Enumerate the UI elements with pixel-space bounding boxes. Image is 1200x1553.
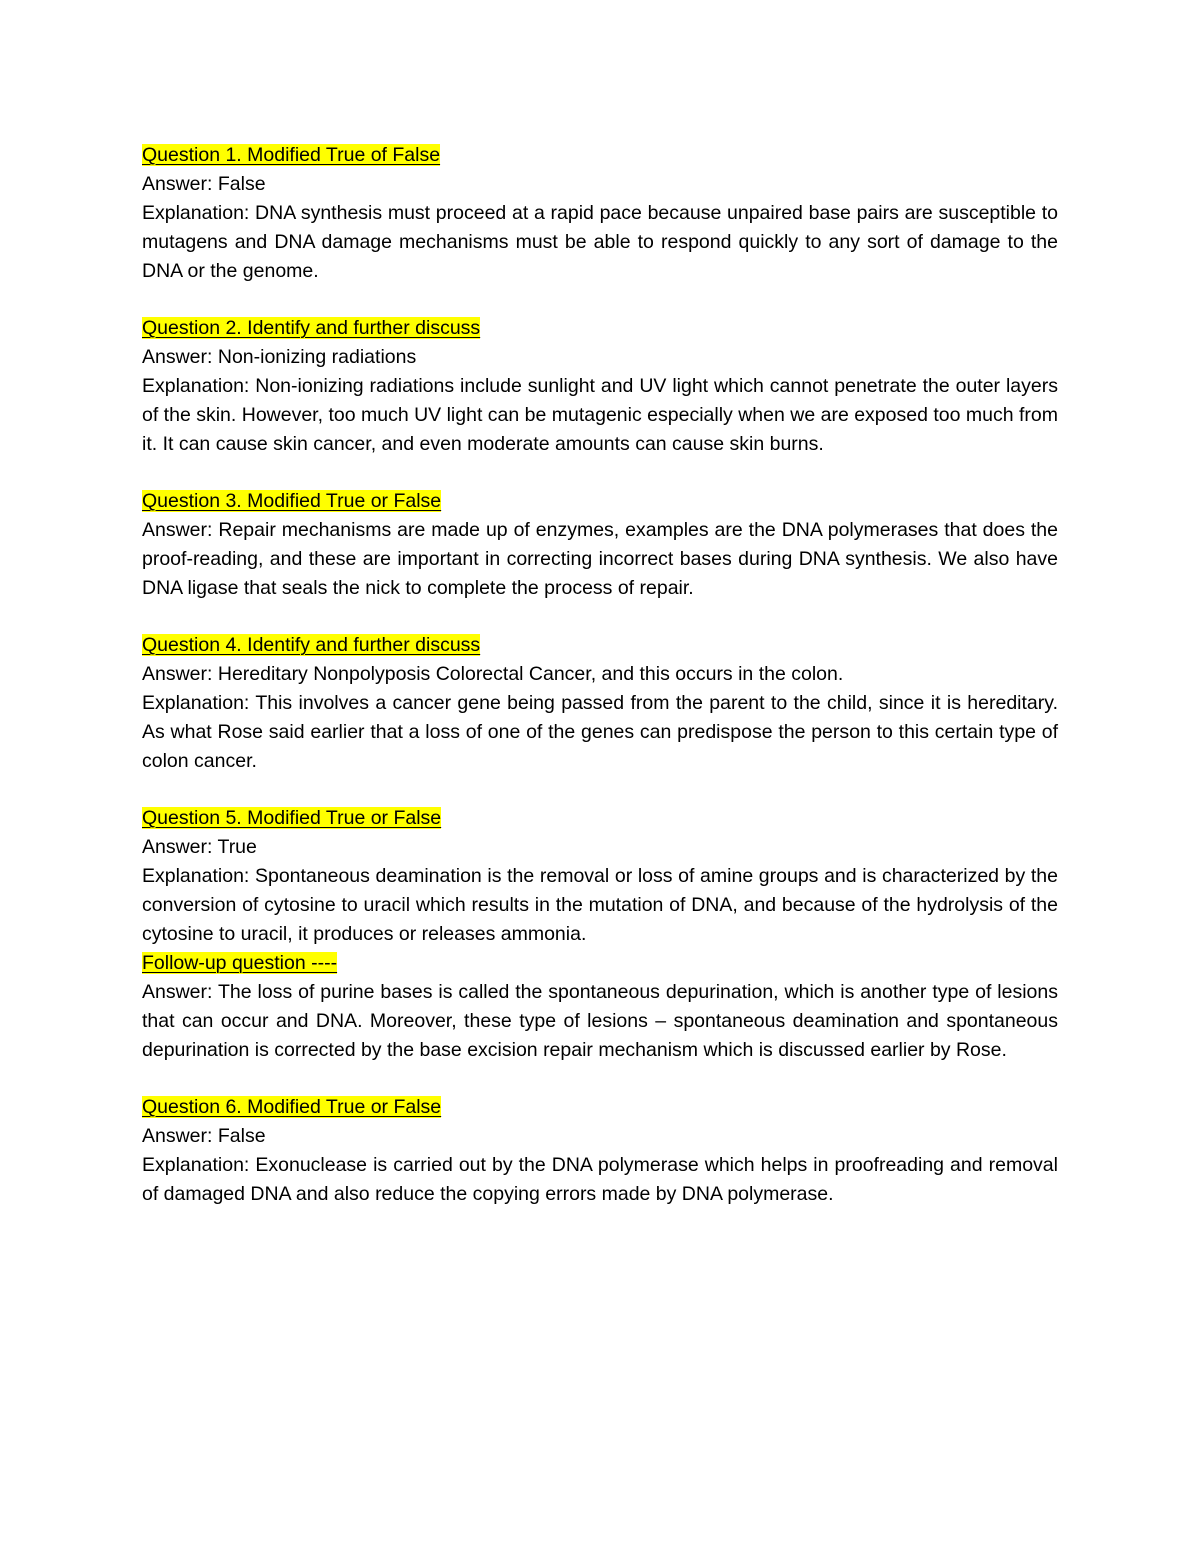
question-1-section — [142, 141, 1058, 286]
followup-answer-text: Answer: The loss of purine bases is called the spontaneous depurination, which is another type of lesions that can occur and DNA. Moreover, these type of lesions – spontaneous deamination and spontaneous depurination is corrected by the base excision repair mechanism which is discussed earlier by Rose. — [142, 981, 1058, 1061]
question-heading: Question 4. Identify and further discuss — [142, 634, 481, 656]
question-heading: Question 5. Modified True or False — [142, 807, 442, 829]
explanation-text: Explanation: Exonuclease is carried out by the DNA polymerase which helps in proofreading and removal of damaged DNA and also reduce the copying errors made by DNA polymerase. — [142, 1154, 1058, 1205]
explanation-text: Explanation: This involves a cancer gene being passed from the parent to the child, since it is hereditary. As what Rose said earlier that a loss of one of the genes can predispose the person to this certain type of colon cancer. — [142, 692, 1058, 772]
question-5-section — [142, 804, 1058, 1065]
answer-text: Answer: False — [142, 173, 266, 195]
answer-text: Answer: Non-ionizing radiations — [142, 346, 417, 368]
question-heading: Question 1. Modified True of False — [142, 144, 441, 166]
document-page — [142, 141, 1058, 1237]
answer-text: Answer: Repair mechanisms are made up of enzymes, examples are the DNA polymerases that does the proof-reading, and these are important in correcting incorrect bases during DNA synthesis. We also have DNA ligase that seals the nick to complete the process of repair. — [142, 519, 1058, 599]
question-6-section — [142, 1093, 1058, 1209]
question-2-section — [142, 314, 1058, 459]
question-4-section — [142, 631, 1058, 776]
question-heading: Question 3. Modified True or False — [142, 490, 442, 512]
answer-text: Answer: True — [142, 836, 257, 858]
answer-text: Answer: False — [142, 1125, 266, 1147]
followup-heading: Follow-up question ---- — [142, 952, 338, 974]
question-heading: Question 2. Identify and further discuss — [142, 317, 481, 339]
question-heading: Question 6. Modified True or False — [142, 1096, 442, 1118]
question-3-section — [142, 487, 1058, 603]
explanation-text: Explanation: Spontaneous deamination is the removal or loss of amine groups and is characterized by the conversion of cytosine to uracil which results in the mutation of DNA, and because of the hydrolysis of the cytosine to uracil, it produces or releases ammonia. — [142, 865, 1058, 945]
explanation-text: Explanation: Non-ionizing radiations include sunlight and UV light which cannot penetrate the outer layers of the skin. However, too much UV light can be mutagenic especially when we are exposed too much from it. It can cause skin cancer, and even moderate amounts can cause skin burns. — [142, 375, 1058, 455]
explanation-text: Explanation: DNA synthesis must proceed at a rapid pace because unpaired base pairs are susceptible to mutagens and DNA damage mechanisms must be able to respond quickly to any sort of damage to the DNA or the genome. — [142, 202, 1058, 282]
answer-text: Answer: Hereditary Nonpolyposis Colorectal Cancer, and this occurs in the colon. — [142, 663, 844, 685]
